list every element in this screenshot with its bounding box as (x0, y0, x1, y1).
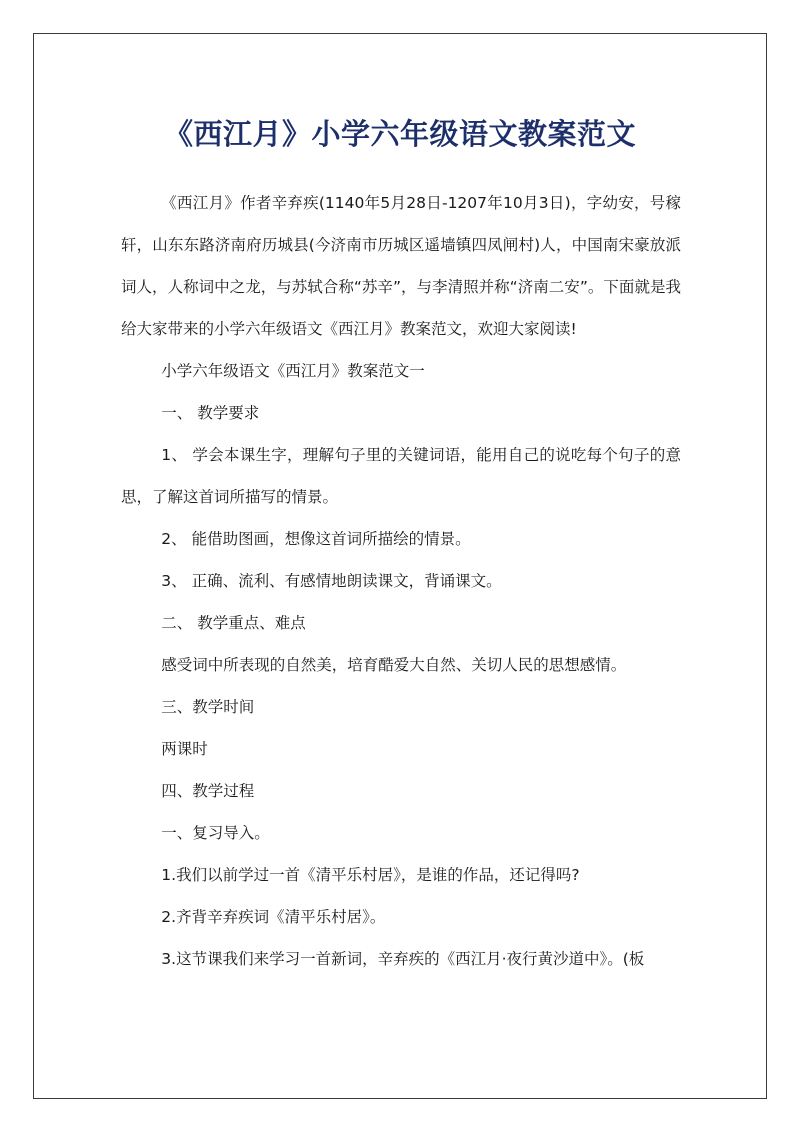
focus-text: 感受词中所表现的自然美，培育酷爱大自然、关切人民的思想感情。 (161, 656, 627, 674)
document-body (121, 182, 681, 980)
requirement-3: 3、 正确、流利、有感情地朗读课文，背诵课文。 (161, 572, 502, 590)
step-title: 一、复习导入。 (161, 824, 270, 842)
requirement-1: 1、 学会本课生字，理解句子里的关键词语，能用自己的说吃每个句子的意思，了解这首词所描写的情景。 (121, 446, 681, 506)
step-3: 3.这节课我们来学习一首新词，辛弃疾的《西江月·夜行黄沙道中》。(板 (161, 950, 645, 968)
document-title: 《西江月》小学六年级语文教案范文 (163, 117, 636, 151)
heading-focus: 二、 教学重点、难点 (161, 614, 306, 632)
heading-time: 三、教学时间 (161, 698, 255, 716)
heading-process: 四、教学过程 (161, 782, 255, 800)
intro-paragraph: 《西江月》作者辛弃疾(1140年5月28日-1207年10月3日)，字幼安，号稼轩，山东东路济南府历城县(今济南市历城区遥墙镇四凤闸村)人，中国南宋豪放派词人，人称词中之龙，与苏轼合称“苏辛”，与李清照并称“济南二安”。下面就是我给大家带来的小学六年级语文《西江月》教案范文，欢迎大家阅读! (121, 194, 681, 338)
step-2: 2.齐背辛弃疾词《清平乐村居》。 (161, 908, 386, 926)
requirement-2: 2、 能借助图画，想像这首词所描绘的情景。 (161, 530, 471, 548)
heading-requirements: 一、 教学要求 (161, 404, 260, 422)
time-text: 两课时 (161, 740, 208, 758)
section-title: 小学六年级语文《西江月》教案范文一 (161, 362, 425, 380)
step-1: 1.我们以前学过一首《清平乐村居》，是谁的作品，还记得吗? (161, 866, 580, 884)
